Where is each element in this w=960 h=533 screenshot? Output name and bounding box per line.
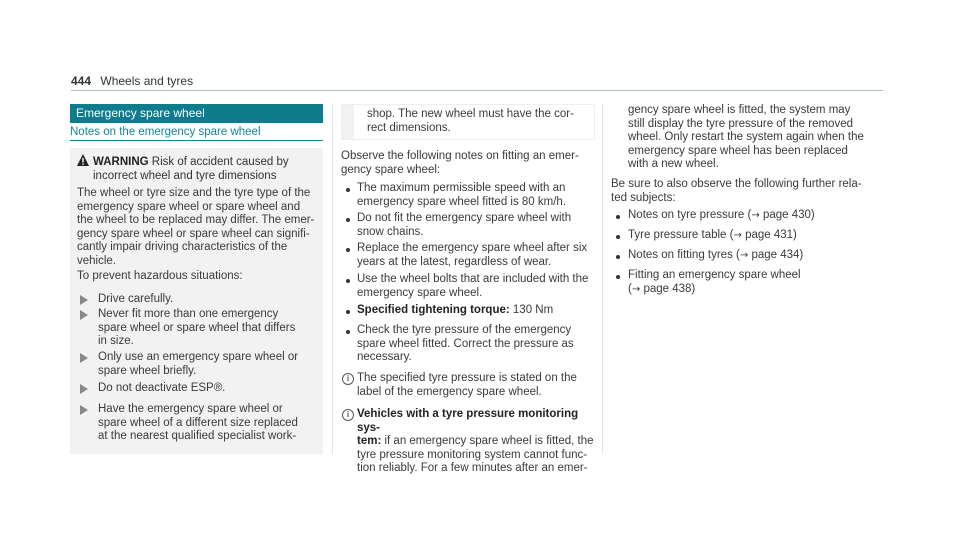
warning-text: Risk of accident caused by incorrect wheel and tyre dimensions: [93, 156, 289, 182]
notes-intro: [341, 150, 579, 177]
note-item: [357, 242, 587, 269]
note-item: [357, 273, 588, 300]
arrow-icon: →: [751, 210, 760, 221]
section-title-bar: [70, 104, 323, 123]
text-line: Replace the emergency spare wheel after six: [357, 242, 588, 254]
text-line: with a new wheel.: [628, 158, 719, 170]
text-line: Drive carefully.: [98, 293, 174, 305]
step-item: [98, 351, 298, 378]
text-line: spare wheel fitted. Correct the pressure as: [357, 337, 574, 350]
section-title: Emergency spare wheel: [76, 106, 205, 120]
info-note: [357, 372, 577, 399]
note-item: [357, 212, 571, 239]
text-line: gency spare wheel or spare wheel can signifi-: [77, 227, 310, 240]
tpms-continuation: [628, 104, 864, 172]
bullet-dot: [616, 275, 620, 279]
text-line: in size.: [98, 335, 134, 347]
link-text: Notes on tyre pressure (: [628, 209, 752, 221]
text-line: gency spare wheel is fitted, the system may: [628, 104, 851, 116]
subsection-title: Notes on the emergency spare wheel: [70, 126, 261, 138]
text-line: emergency spare wheel fitted is 80 km/h.: [357, 195, 567, 208]
warning-headline: [93, 155, 318, 183]
header-divider: [71, 90, 883, 91]
text-line: The specified tyre pressure is stated on the: [357, 372, 577, 384]
text-line: emergency spare wheel.: [357, 286, 483, 299]
column-divider: [332, 104, 333, 454]
step-item: [98, 293, 173, 307]
link-text: Fitting an emergency spare wheel: [628, 269, 801, 281]
text-line: The maximum permissible speed with an: [357, 182, 566, 194]
note-item: [357, 324, 574, 365]
text-line: Check the tyre pressure of the emergency: [357, 324, 572, 336]
text-line: The wheel or tyre size and the tyre type of the: [77, 187, 311, 199]
torque-item: [357, 304, 553, 318]
text-line: snow chains.: [357, 225, 424, 238]
subsection-divider: [70, 140, 323, 141]
link-fitting-tyres[interactable]: [628, 249, 803, 263]
warning-icon: [76, 153, 90, 167]
text-line: gency spare wheel:: [341, 163, 441, 176]
bullet-dot: [616, 215, 620, 219]
text-line: Never fit more than one emergency: [98, 308, 279, 320]
text-line: if an emergency spare wheel is fitted, the: [384, 435, 594, 447]
torque-value: 130 Nm: [512, 304, 554, 316]
warning-body: [77, 187, 321, 268]
arrow-icon: →: [739, 250, 749, 261]
text-line: wheel. Only restart the system again when the: [628, 131, 864, 143]
bullet-dot: [346, 248, 350, 252]
step-arrow-icon: [80, 405, 88, 415]
text-line: ted subjects:: [611, 191, 676, 204]
text-line: Only use an emergency spare wheel or: [98, 351, 299, 363]
page-number: 444: [71, 74, 92, 88]
text-line: spare wheel briefly.: [98, 364, 197, 377]
link-fitting-spare-wheel[interactable]: [628, 269, 801, 296]
bullet-dot: [346, 188, 350, 192]
link-tyre-pressure-table[interactable]: [628, 229, 797, 243]
text-line: Vehicles with a tyre pressure monitoring sys-: [357, 408, 579, 434]
arrow-icon: →: [631, 283, 641, 295]
text-line: Do not fit the emergency spare wheel with: [357, 212, 572, 224]
bullet-dot: [346, 310, 350, 314]
warning-label: WARNING: [93, 156, 149, 168]
info-icon: i: [342, 373, 354, 385]
page-header: [71, 74, 193, 88]
text-line: label of the emergency spare wheel.: [357, 385, 542, 398]
text-line: Use the wheel bolts that are included with the: [357, 273, 589, 285]
text-line: emergency spare wheel or spare wheel and: [77, 200, 301, 213]
text-line: tion reliably. For a few minutes after an emer-: [357, 462, 588, 474]
warning-continuation: [367, 108, 574, 135]
link-text: Tyre pressure table (: [628, 229, 734, 241]
text-line: years at the latest, regardless of wear.: [357, 255, 552, 268]
text-line: Have the emergency spare wheel or: [98, 403, 283, 415]
step-arrow-icon: [80, 295, 88, 305]
step-item: [98, 403, 298, 444]
column-divider: [602, 104, 603, 454]
text-line: rect dimensions.: [367, 121, 451, 134]
step-item: [98, 308, 295, 349]
bullet-dot: [346, 279, 350, 283]
text-line: cantly impair driving characteristics of the: [77, 241, 288, 253]
text-line: Do not deactivate ESP®.: [98, 382, 226, 394]
page-title: Wheels and tyres: [100, 74, 194, 88]
text-line: tyre pressure monitoring system cannot func-: [357, 448, 588, 461]
bullet-dot: [616, 255, 620, 259]
torque-label: Specified tightening torque:: [357, 304, 510, 316]
arrow-icon: →: [733, 230, 742, 241]
link-tyre-pressure[interactable]: [628, 209, 815, 223]
bullet-dot: [616, 235, 620, 239]
text-line: the wheel to be replaced may differ. The emer-: [77, 214, 315, 226]
text-line: vehicle.: [77, 254, 116, 267]
note-item: [357, 182, 566, 209]
text-line: Be sure to also observe the following further rela-: [611, 178, 862, 190]
text-line: at the nearest qualified specialist work-: [98, 430, 297, 442]
page-ref: page 430): [762, 209, 815, 221]
tpms-label: tem:: [357, 435, 382, 447]
step-arrow-icon: [80, 310, 88, 320]
step-arrow-icon: [80, 353, 88, 363]
text-line: necessary.: [357, 351, 412, 363]
page-ref: page 438): [643, 282, 696, 295]
observe-text: [611, 178, 862, 205]
step-item: [98, 382, 225, 396]
text-line: shop. The new wheel must have the cor-: [367, 108, 574, 120]
prevent-text: To prevent hazardous situations:: [77, 270, 243, 282]
text-line: spare wheel of a different size replaced: [98, 416, 298, 429]
link-text: Notes on fitting tyres (: [628, 249, 740, 261]
box-stripe: [342, 105, 354, 139]
text-line: still display the tyre pressure of the removed: [628, 117, 853, 130]
page-ref: page 431): [745, 229, 797, 241]
text-line: spare wheel or spare wheel that differs: [98, 321, 296, 334]
link-text: (: [628, 282, 632, 295]
bullet-dot: [346, 218, 350, 222]
info-icon: i: [342, 409, 354, 421]
bullet-dot: [346, 330, 350, 334]
page-ref: page 434): [751, 249, 804, 261]
text-line: emergency spare wheel has been replaced: [628, 144, 848, 157]
text-line: Observe the following notes on fitting an emer-: [341, 150, 579, 162]
tpms-note: [357, 408, 597, 476]
step-arrow-icon: [80, 384, 88, 394]
